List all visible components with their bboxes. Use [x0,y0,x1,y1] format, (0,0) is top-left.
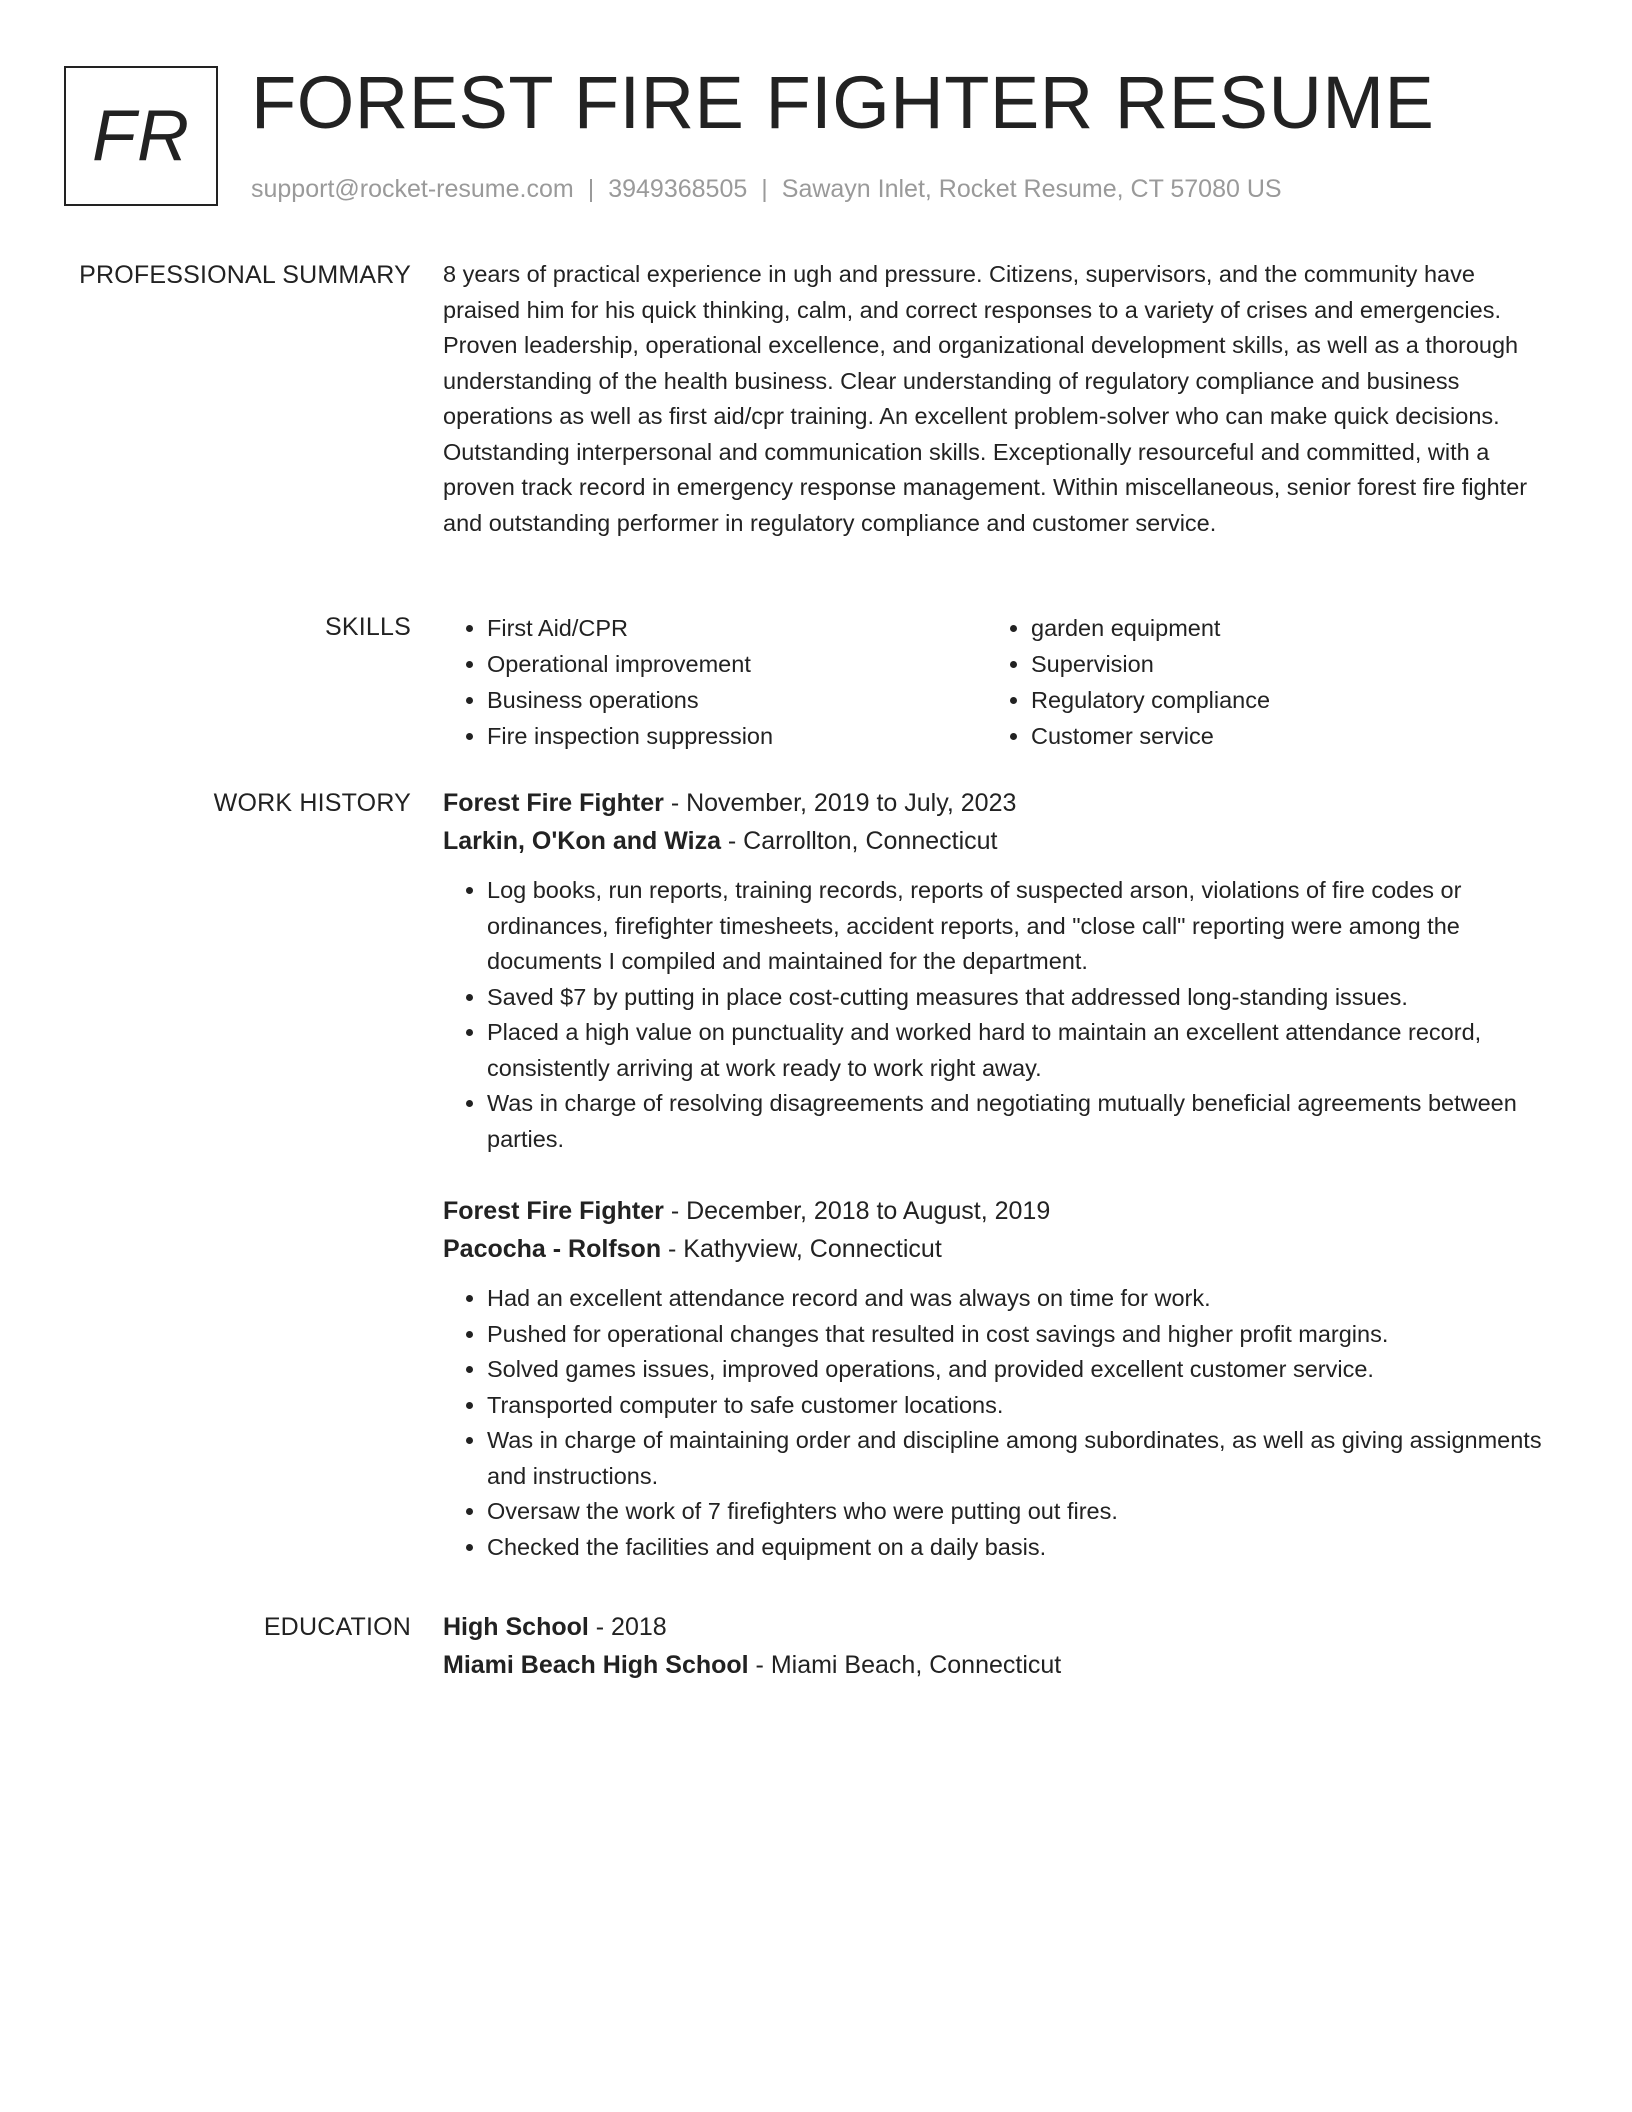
contact-separator: | [761,175,768,203]
job-bullets [443,873,1553,1157]
job-company: Pacocha - Rolfson [443,1235,662,1263]
job-title: Forest Fire Fighter [443,1197,664,1225]
job-bullet: • Was in charge of maintaining order and discipline among subordinates, as well as giving assignments and instructions. [487,1423,1553,1494]
contact-email: support@rocket-resume.com [251,175,574,203]
summary-body [443,257,1553,541]
resume-title: FOREST FIRE FIGHTER RESUME [251,61,1435,144]
job-entry [443,1192,1553,1565]
job-bullet: • Checked the facilities and equipment on a daily basis. [487,1530,1553,1566]
skill-item: • Regulatory compliance [1031,682,1531,718]
skill-item: • Customer service [1031,718,1531,754]
job-bullets [443,1281,1553,1565]
skills-grid [443,610,1553,754]
skill-item: • Business operations [487,682,987,718]
job-company-line [443,822,1553,860]
job-company-line [443,1230,1553,1268]
skill-item: • garden equipment [1031,610,1531,646]
work-history-body [443,784,1553,1565]
job-location: - Kathyview, Connecticut [661,1235,942,1263]
job-bullet: • Solved games issues, improved operations, and provided excellent customer service. [487,1352,1553,1388]
job-company: Larkin, O'Kon and Wiza [443,827,721,855]
job-bullet: • Had an excellent attendance record and was always on time for work. [487,1281,1553,1317]
skill-item: • Supervision [1031,646,1531,682]
skills-body [443,610,1553,754]
skills-list-right [987,610,1531,754]
education-degree-line [443,1608,1553,1646]
education-body [443,1608,1553,1684]
job-bullet: • Placed a high value on punctuality and worked hard to maintain an excellent attendance record, consistently arriving at work ready to work right away. [487,1015,1553,1086]
job-entry [443,784,1553,1157]
job-title: Forest Fire Fighter [443,789,664,817]
skills-heading: SKILLS [325,613,411,641]
job-title-line [443,1192,1553,1230]
skill-item: • Operational improvement [487,646,987,682]
job-dates: - November, 2019 to July, 2023 [663,789,1017,817]
summary-heading: PROFESSIONAL SUMMARY [79,261,411,289]
education-school-line [443,1646,1553,1684]
education-year: - 2018 [588,1613,667,1641]
skills-list-left [443,610,987,754]
job-bullet: • Log books, run reports, training records, reports of suspected arson, violations of fire codes or ordinances, firefighter timesheets, accident reports, and "close call" reporting were among the documents I compiled and maintained for the department. [487,873,1553,980]
education-location: - Miami Beach, Connecticut [748,1651,1062,1679]
skill-item: • First Aid/CPR [487,610,987,646]
job-location: - Carrollton, Connecticut [720,827,998,855]
monogram-initials: FR [92,96,190,176]
job-bullet: • Transported computer to safe customer locations. [487,1388,1553,1424]
education-degree: High School [443,1613,589,1641]
job-bullet: • Oversaw the work of 7 firefighters who were putting out fires. [487,1494,1553,1530]
work-history-heading: WORK HISTORY [213,789,411,817]
contact-phone: 3949368505 [608,175,748,203]
summary-text: 8 years of practical experience in ugh and pressure. Citizens, supervisors, and the community have praised him for his quick thinking, calm, and correct responses to a variety of crises and emergencies. Proven leadership, operational excellence, and organizational development skills, as well as a thorough understanding of the health business. Clear understanding of regulatory compliance and business operations as well as first aid/cpr training. An excellent problem-solver who can make quick decisions. Outstanding interpersonal and communication skills. Exceptionally resourceful and committed, with a proven track record in emergency response management. Within miscellaneous, senior forest fire fighter and outstanding performer in regulatory compliance and customer service. [443,261,1528,536]
job-bullet: • Was in charge of resolving disagreements and negotiating mutually beneficial agreements between parties. [487,1086,1553,1157]
monogram-box [64,66,218,206]
education-heading: EDUCATION [263,1613,411,1641]
job-bullet: • Pushed for operational changes that resulted in cost savings and higher profit margins. [487,1317,1553,1353]
job-dates: - December, 2018 to August, 2019 [663,1197,1051,1225]
contact-line [251,172,1282,206]
contact-separator: | [587,175,595,203]
education-school: Miami Beach High School [443,1651,749,1679]
job-title-line [443,784,1553,822]
job-bullet: • Saved $7 by putting in place cost-cutting measures that addressed long-standing issues. [487,980,1553,1016]
skill-item: • Fire inspection suppression [487,718,987,754]
contact-address: Sawayn Inlet, Rocket Resume, CT 57080 US [781,175,1282,203]
